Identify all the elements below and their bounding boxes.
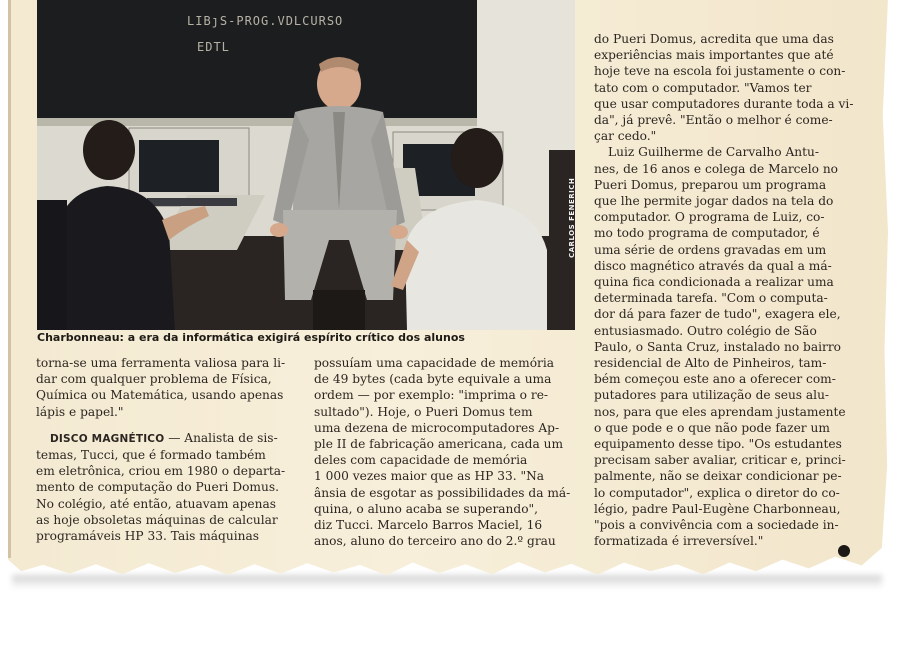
text-line: mento de computação do Pueri Domus. — [36, 480, 279, 495]
text-line: çar cedo." — [594, 129, 657, 144]
text-line: quina, o aluno acaba se superando", — [314, 501, 539, 516]
section-heading-line — [36, 430, 294, 447]
text-line: 1 000 vezes maior que as HP 33. "Na — [314, 469, 545, 484]
end-of-article-bullet — [838, 545, 850, 557]
text-fragment: — Analista de sis- — [164, 430, 278, 445]
paragraph-gap — [36, 420, 294, 430]
text-line: que usar computadores durante toda a vi- — [594, 96, 854, 111]
text-line: que lhe permite jogar dados na tela do — [594, 194, 834, 209]
text-line: nes, de 16 anos e colega de Marcelo no — [594, 161, 839, 176]
text-line: computador. O programa de Luiz, co- — [594, 210, 825, 225]
text-line: possuíam uma capacidade de memória — [314, 356, 555, 370]
text-line: ânsia de esgotar as possibilidades da má- — [314, 485, 571, 500]
text-line: uma série de ordens gravadas em um — [594, 242, 827, 257]
text-line: de 49 bytes (cada byte equivale a uma — [314, 372, 552, 387]
text-line: torna-se uma ferramenta valiosa para li- — [36, 356, 286, 370]
text-line: dor dá para fazer de tudo", exagera ele, — [594, 307, 841, 322]
text-line: hoje teve na escola foi justamente o con- — [594, 64, 846, 79]
text-line: em eletrônica, criou em 1980 o departa- — [36, 464, 286, 479]
text-line: Química ou Matemática, usando apenas — [36, 388, 284, 403]
text-line: experiências mais importantes que até — [594, 48, 834, 63]
text-line: quina fica condicionada a realizar uma — [594, 275, 834, 290]
article-photo — [37, 0, 575, 330]
text-line: anos, aluno do terceiro ano do 2.º grau — [314, 534, 556, 549]
chalkboard-text-2: EDTL — [197, 40, 230, 54]
text-line: mo todo programa de computador, é — [594, 226, 820, 241]
text-line: dar com qualquer problema de Física, — [36, 372, 272, 387]
text-line: Luiz Guilherme de Carvalho Antu- — [608, 145, 819, 160]
text-line: disco magnético através da qual a má- — [594, 258, 832, 273]
text-line: lo computador", explica o diretor do co- — [594, 485, 840, 500]
text-column-1 — [36, 355, 294, 544]
text-column-2 — [314, 355, 574, 549]
text-line: diz Tucci. Marcelo Barros Maciel, 16 — [314, 518, 543, 533]
clipping-shadow — [12, 575, 882, 589]
clipping-edge — [8, 0, 11, 558]
text-line: as hoje obsoletas máquinas de calcular — [36, 512, 278, 527]
text-line: deles com capacidade de memória — [314, 453, 528, 468]
text-line: residencial de Alto de Pinheiros, tam- — [594, 356, 827, 371]
text-line: putadores para utilização de seus alu- — [594, 388, 830, 403]
text-line: temas, Tucci, que é formado também — [36, 448, 266, 463]
text-column-3 — [594, 31, 854, 550]
text-line: do Pueri Domus, acredita que uma das — [594, 32, 834, 46]
text-line: uma dezena de microcomputadores Ap- — [314, 420, 560, 435]
text-line: ple II de fabricação americana, cada um — [314, 437, 564, 452]
text-line: Pueri Domus, preparou um programa — [594, 177, 827, 192]
text-line: bém começou este ano a oferecer com- — [594, 372, 836, 387]
text-line: lápis e papel." — [36, 404, 124, 419]
text-line: No colégio, até então, atuavam apenas — [36, 496, 277, 511]
text-line: palmente, não se deixar condicionar pe- — [594, 469, 842, 484]
text-line: Paulo, o Santa Cruz, instalado no bairro — [594, 339, 841, 354]
photo-caption: Charbonneau: a era da informática exigirá espírito crítico dos alunos — [37, 331, 465, 344]
text-line: ordem — por exemplo: "imprima o re- — [314, 388, 549, 403]
text-line: légio, padre Paul-Eugène Charbonneau, — [594, 501, 841, 516]
text-line: precisam saber avaliar, criticar e, princi- — [594, 453, 846, 468]
text-line: nos, para que eles aprendam justamente — [594, 404, 846, 419]
photo-illustration — [37, 0, 575, 330]
text-line: tato com o computador. "Vamos ter — [594, 80, 812, 95]
text-line: sultado"). Hoje, o Pueri Domus tem — [314, 404, 533, 419]
text-line: programáveis HP 33. Tais máquinas — [36, 529, 259, 544]
text-line: "pois a convivência com a sociedade in- — [594, 518, 839, 533]
photo-credit: CARLOS FENERICH — [568, 177, 576, 258]
text-line: determinada tarefa. "Com o computa- — [594, 291, 828, 306]
chalkboard-text: LIBȷS-PROG.VDLCURSO — [187, 14, 344, 28]
section-heading: DISCO MAGNÉTICO — [50, 432, 165, 445]
text-line: formatizada é irreversível." — [594, 534, 764, 549]
text-line: da", já prevê. "Então o melhor é come- — [594, 113, 833, 128]
text-line: entusiasmado. Outro colégio de São — [594, 323, 817, 338]
text-line: o que pode e o que não pode fazer um — [594, 420, 830, 435]
text-line: equipamento desse tipo. "Os estudantes — [594, 437, 842, 452]
